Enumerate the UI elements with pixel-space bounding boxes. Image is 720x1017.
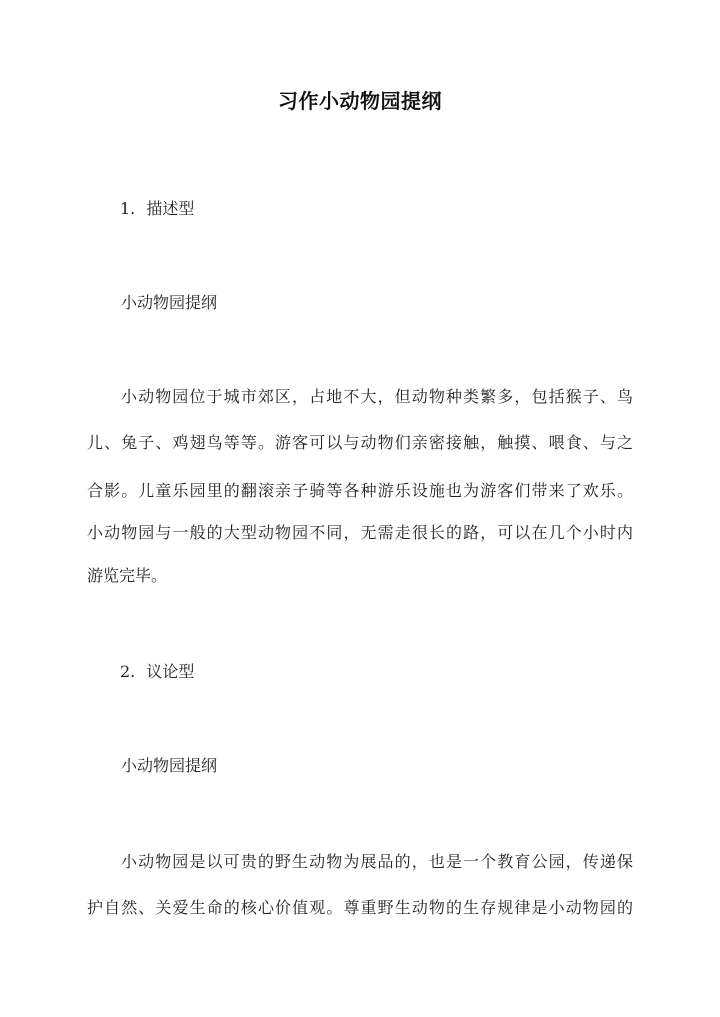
- section-1-subheading: 小动物园提纲: [121, 293, 218, 312]
- section-2-heading-text: 议论型: [146, 662, 195, 681]
- section-2-paragraph-line-2: 护自然、关爱生命的核心价值观。尊重野生动物的生存规律是小动物园的: [87, 898, 633, 917]
- section-1-heading-text: 描述型: [146, 199, 195, 218]
- section-1-paragraph-line-2: 儿、兔子、鸡翅鸟等等。游客可以与动物们亲密接触，触摸、喂食、与之: [87, 433, 633, 452]
- section-2-paragraph-line-1: 小动物园是以可贵的野生动物为展品的，也是一个教育公园，传递保: [121, 852, 633, 871]
- document-title: 习作小动物园提纲: [278, 89, 442, 113]
- section-2-number: 2.: [120, 662, 136, 681]
- section-1-paragraph-line-1: 小动物园位于城市郊区，占地不大，但动物种类繁多，包括猴子、鸟: [121, 387, 633, 406]
- section-1-heading: [120, 197, 666, 221]
- section-1-paragraph-line-5: 游览完毕。: [87, 566, 168, 585]
- section-2-heading: [120, 660, 666, 684]
- section-1-paragraph-line-3: 合影。儿童乐园里的翻滚亲子骑等各种游乐设施也为游客们带来了欢乐。: [87, 481, 633, 500]
- section-1-number: 1.: [120, 199, 136, 218]
- section-2-subheading: 小动物园提纲: [121, 756, 218, 775]
- section-1-paragraph-line-4: 小动物园与一般的大型动物园不同，无需走很长的路，可以在几个小时内: [87, 523, 633, 542]
